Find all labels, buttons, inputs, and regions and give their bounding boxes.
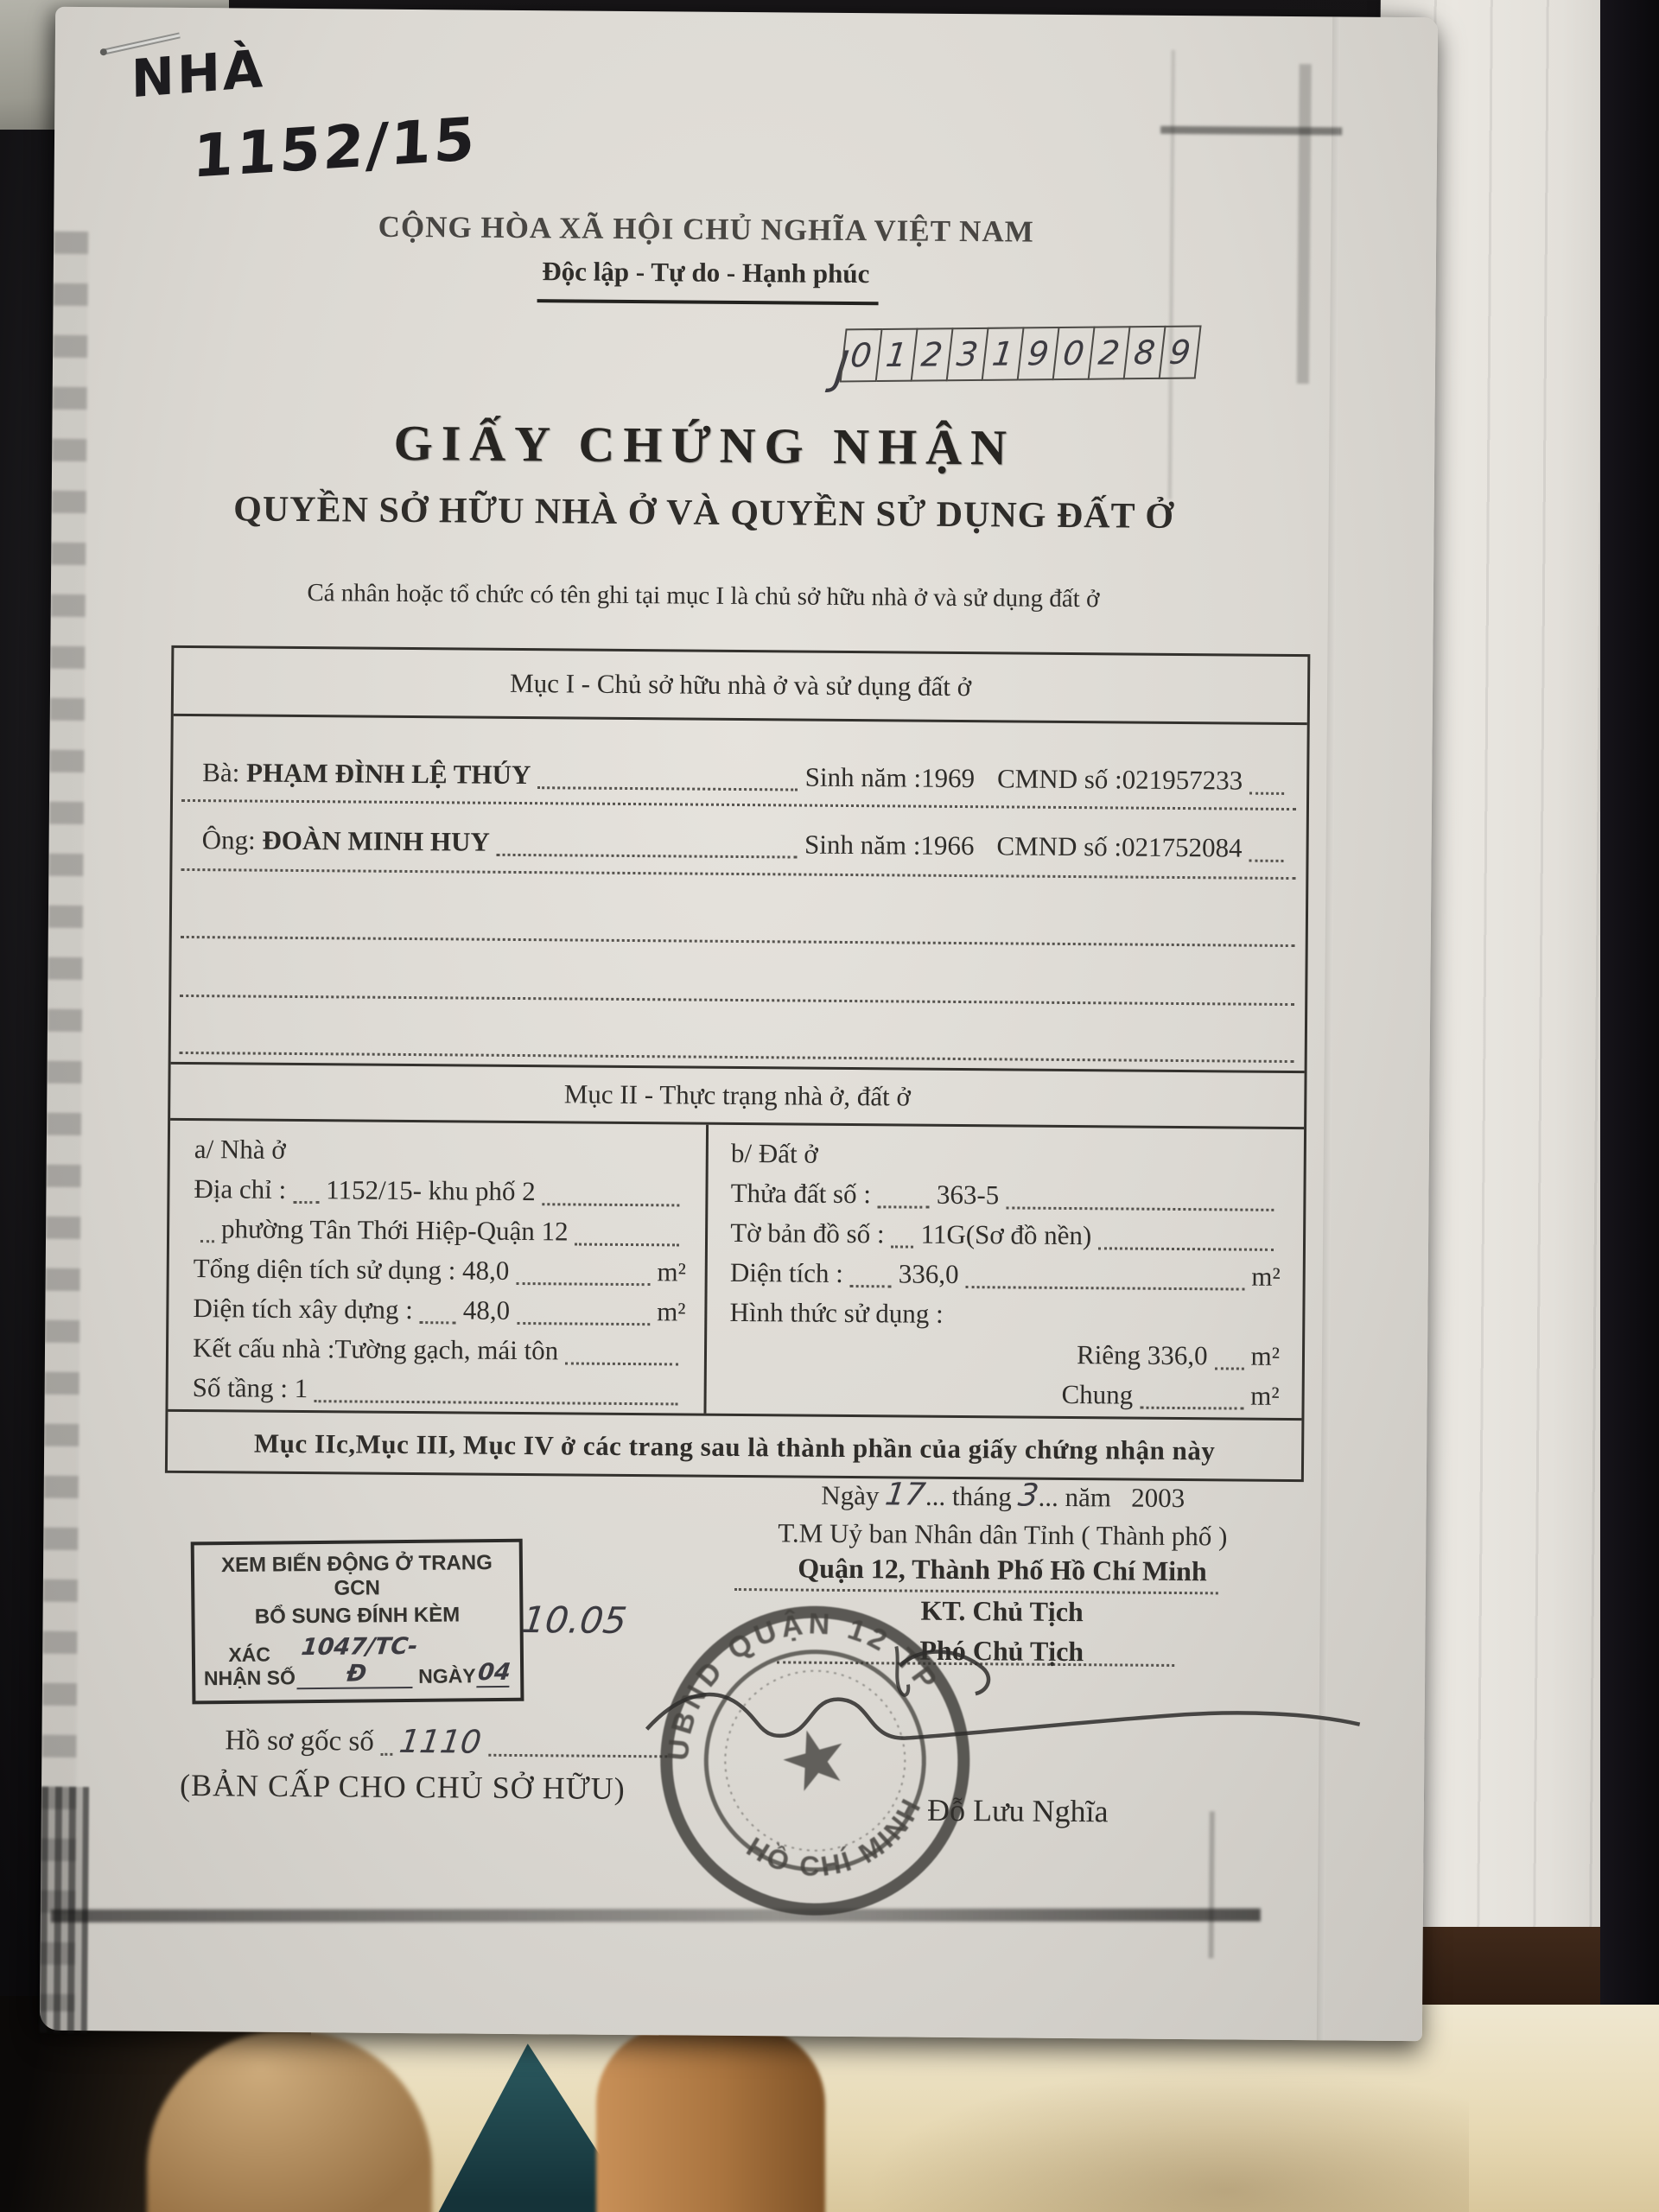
stamp-confirm-label: XÁC NHẬN SỐ bbox=[203, 1643, 296, 1690]
authority-line1: T.M Uỷ ban Nhân dân Tỉnh ( Thành phố ) bbox=[778, 1517, 1228, 1552]
owner-id-number: 021752084 bbox=[1121, 831, 1243, 863]
owner-name: ĐOÀN MINH HUY bbox=[262, 824, 491, 857]
dot-leader bbox=[381, 1725, 393, 1756]
land-area-label: Diện tích : bbox=[729, 1256, 843, 1288]
signer-name: Đỗ Lưu Nghĩa bbox=[926, 1792, 1109, 1829]
signer-title2: Phó Chủ Tịch bbox=[919, 1634, 1084, 1668]
stamp-line1: XEM BIẾN ĐỘNG Ở TRANG GCN bbox=[220, 1551, 493, 1600]
parcel-label: Thửa đất số : bbox=[730, 1177, 872, 1210]
house-total-area-line bbox=[194, 1249, 687, 1292]
photocopy-smudge-top bbox=[1160, 126, 1342, 136]
owner-row bbox=[201, 820, 1290, 868]
dot-leader bbox=[565, 1335, 678, 1365]
dot-leader bbox=[1098, 1220, 1274, 1251]
year-label: năm bbox=[1065, 1481, 1112, 1513]
house-heading: a/ Nhà ở bbox=[194, 1134, 286, 1165]
owner-id-label: CMND số : bbox=[996, 830, 1122, 862]
serial-cell: 2 bbox=[1090, 326, 1131, 379]
serial-cell: 2 bbox=[912, 327, 954, 381]
section2-columns bbox=[168, 1121, 1304, 1418]
authority-line2: Quận 12, Thành Phố Hồ Chí Minh bbox=[798, 1552, 1207, 1587]
day-label: Ngày bbox=[821, 1479, 880, 1511]
photocopy-right-mark bbox=[1209, 1811, 1215, 1958]
month-value-handwritten: 3 bbox=[1015, 1478, 1041, 1514]
year-value: 2003 bbox=[1131, 1482, 1185, 1514]
dot-leader bbox=[517, 1295, 650, 1325]
serial-cell: 8 bbox=[1125, 326, 1166, 379]
total-area-value: 48,0 bbox=[461, 1255, 510, 1286]
dot-leader bbox=[1214, 1340, 1243, 1370]
owner-birth-label: Sinh năm : bbox=[804, 761, 922, 793]
house-column bbox=[168, 1121, 709, 1414]
leg-of-photographer bbox=[596, 2026, 825, 2212]
dot-leader bbox=[850, 1258, 892, 1287]
dot-leader bbox=[537, 760, 798, 791]
seal-top-text: UBND QUẬN 12 TP bbox=[661, 1607, 946, 1763]
dot-leader bbox=[516, 1255, 650, 1286]
land-map-line bbox=[730, 1213, 1281, 1257]
land-column bbox=[707, 1125, 1304, 1418]
floors-label: Số tầng : bbox=[192, 1372, 289, 1403]
dot-leader bbox=[878, 1179, 930, 1208]
serial-number-row bbox=[831, 325, 1199, 395]
dot-leader bbox=[293, 1174, 319, 1204]
serial-cell: 9 bbox=[1160, 325, 1202, 378]
house-built-area-line bbox=[193, 1288, 686, 1332]
dotted-line bbox=[181, 799, 1296, 810]
dot-leader bbox=[315, 1373, 678, 1405]
dot-leader bbox=[420, 1294, 456, 1324]
dot-leader bbox=[965, 1259, 1244, 1291]
motto-underline bbox=[537, 299, 879, 305]
dot-leader bbox=[1249, 833, 1283, 862]
address-label: Địa chỉ : bbox=[194, 1173, 287, 1205]
shared-label: Chung bbox=[1061, 1378, 1134, 1410]
area-unit: m² bbox=[657, 1296, 686, 1327]
structure-label: Kết cấu nhà : bbox=[192, 1332, 335, 1364]
stamp-line2: BỔ SUNG ĐÍNH KÈM bbox=[254, 1603, 461, 1629]
dotted-line bbox=[180, 995, 1294, 1006]
pages-note-row: Mục IIc,Mục III, Mục IV ở các trang sau là thành phần của giấy chứng nhận này bbox=[168, 1409, 1302, 1482]
area-unit: m² bbox=[657, 1256, 687, 1287]
serial-cell: 0 bbox=[840, 328, 883, 382]
stamp-day-handwritten: 04 bbox=[477, 1659, 512, 1688]
land-heading: b/ Đất ở bbox=[730, 1137, 818, 1169]
area-unit: m² bbox=[1250, 1380, 1280, 1411]
handwritten-date-note: 10.05 bbox=[519, 1599, 630, 1642]
private-label: Riêng bbox=[1076, 1339, 1141, 1370]
dot-leader bbox=[1249, 766, 1284, 795]
house-address-line bbox=[194, 1169, 687, 1212]
private-value: 336,0 bbox=[1147, 1339, 1208, 1371]
total-area-label: Tổng diện tích sử dụng : bbox=[193, 1253, 456, 1286]
dotted-line bbox=[181, 936, 1295, 947]
address-value: 1152/15- khu phố 2 bbox=[326, 1174, 536, 1207]
national-title: CỘNG HÒA XÃ HỘI CHỦ NGHĨA VIỆT NAM bbox=[378, 209, 1034, 249]
copy-note: (BẢN CẤP CHO CHỦ SỞ HỮU) bbox=[179, 1767, 626, 1806]
owner-prefix: Ông: bbox=[201, 824, 256, 855]
dossier-number-handwritten: 1110 bbox=[397, 1722, 484, 1761]
handwritten-house-number: 1152/15 bbox=[191, 105, 480, 192]
serial-cell: 0 bbox=[1054, 327, 1096, 380]
address-value2: phường Tân Thới Hiệp-Quận 12 bbox=[220, 1213, 569, 1247]
national-motto: Độc lập - Tự do - Hạnh phúc bbox=[542, 256, 870, 289]
house-structure-line bbox=[193, 1328, 686, 1371]
dot-leader bbox=[1140, 1380, 1243, 1410]
section2-heading: Mục II - Thực trạng nhà ở, đất ở bbox=[170, 1062, 1304, 1129]
owner-id-number: 021957233 bbox=[1122, 764, 1243, 796]
serial-cell: 3 bbox=[948, 327, 989, 381]
photocopy-smudge-vertical bbox=[1297, 64, 1312, 384]
land-use-form-line bbox=[729, 1293, 1280, 1337]
month-label: tháng bbox=[951, 1480, 1013, 1512]
dot-leader bbox=[1006, 1179, 1274, 1211]
ownership-note: Cá nhân hoặc tổ chức có tên ghi tại mục I là chủ sở hữu nhà ở và sử dụng đất ở bbox=[307, 579, 1100, 613]
dot-leader bbox=[543, 1176, 680, 1206]
land-area-value: 336,0 bbox=[898, 1258, 959, 1290]
house-address-line2 bbox=[194, 1209, 687, 1252]
dot-leader bbox=[497, 827, 798, 859]
stamp-day-label: NGÀY bbox=[418, 1664, 476, 1688]
owner-prefix: Bà: bbox=[202, 757, 240, 788]
area-unit: m² bbox=[1251, 1261, 1281, 1292]
handwritten-house-label: NHÀ bbox=[130, 38, 266, 111]
parcel-value: 363-5 bbox=[936, 1179, 1000, 1211]
owner-row bbox=[202, 753, 1291, 801]
certificate-sheet bbox=[40, 7, 1438, 2041]
dot-leader bbox=[200, 1213, 214, 1243]
dotted-line bbox=[180, 1052, 1294, 1063]
floor-shadow bbox=[864, 2065, 1469, 2212]
owner-id-label: CMND số : bbox=[996, 763, 1122, 795]
map-value: 11G(Sơ đồ nền) bbox=[920, 1218, 1092, 1251]
floors-value: 1 bbox=[294, 1372, 308, 1404]
serial-cell: 1 bbox=[983, 327, 1025, 380]
owner-birth-label: Sinh năm : bbox=[804, 829, 921, 861]
issue-date-line bbox=[744, 1476, 1262, 1516]
serial-cell: 1 bbox=[877, 328, 918, 382]
seal-star-icon: ★ bbox=[768, 1707, 861, 1812]
stamp-line3 bbox=[202, 1632, 514, 1690]
land-parcel-line bbox=[730, 1173, 1281, 1217]
land-shared-line bbox=[729, 1372, 1280, 1416]
owner-birth-year: 1966 bbox=[920, 830, 975, 861]
owner-birth-year: 1969 bbox=[920, 762, 976, 794]
dossier-label: Hồ sơ gốc số bbox=[225, 1725, 374, 1758]
signer-title1: KT. Chủ Tịch bbox=[920, 1594, 1084, 1628]
map-label: Tờ bản đồ số : bbox=[730, 1217, 885, 1249]
dots-inline: ... bbox=[925, 1480, 946, 1511]
serial-prefix: J bbox=[831, 342, 851, 395]
amendment-stamp-box bbox=[191, 1539, 524, 1705]
photocopy-corner-smudge bbox=[40, 1787, 89, 2033]
stamp-number-handwritten: 1047/TC-Đ bbox=[296, 1633, 419, 1689]
land-area-line bbox=[730, 1253, 1281, 1297]
structure-value: Tường gạch, mái tôn bbox=[334, 1333, 559, 1366]
section1-body bbox=[171, 716, 1307, 1071]
certificate-subtitle: QUYỀN SỞ HỮU NHÀ Ở VÀ QUYỀN SỬ DỤNG ĐẤT Ở bbox=[233, 489, 1175, 537]
owner-name: PHẠM ĐÌNH LỆ THÚY bbox=[245, 757, 531, 791]
serial-cell: 9 bbox=[1019, 327, 1060, 380]
house-floors-line bbox=[192, 1368, 685, 1411]
dark-edge-right bbox=[1600, 0, 1659, 2100]
signature-stroke bbox=[508, 1607, 1382, 1796]
certificate-title: GIẤY CHỨNG NHẬN bbox=[393, 414, 1016, 476]
dot-leader bbox=[575, 1217, 679, 1247]
built-area-value: 48,0 bbox=[462, 1294, 511, 1325]
dotted-line bbox=[181, 868, 1295, 880]
use-form-label: Hình thức sử dụng : bbox=[729, 1296, 944, 1329]
day-value-handwritten: 17 bbox=[883, 1477, 928, 1513]
main-table bbox=[165, 645, 1310, 1482]
built-area-label: Diện tích xây dựng : bbox=[193, 1293, 413, 1325]
section1-heading: Mục I - Chủ sở hữu nhà ở và sử dụng đất ở bbox=[174, 648, 1308, 725]
seal-bottom-text: HỒ CHÍ MINH bbox=[741, 1791, 929, 1883]
dots-inline: ... bbox=[1038, 1481, 1058, 1512]
dot-leader bbox=[891, 1218, 913, 1248]
land-private-line bbox=[729, 1332, 1280, 1376]
area-unit: m² bbox=[1250, 1340, 1281, 1371]
photocopy-bottom-streak bbox=[51, 1909, 1261, 1923]
